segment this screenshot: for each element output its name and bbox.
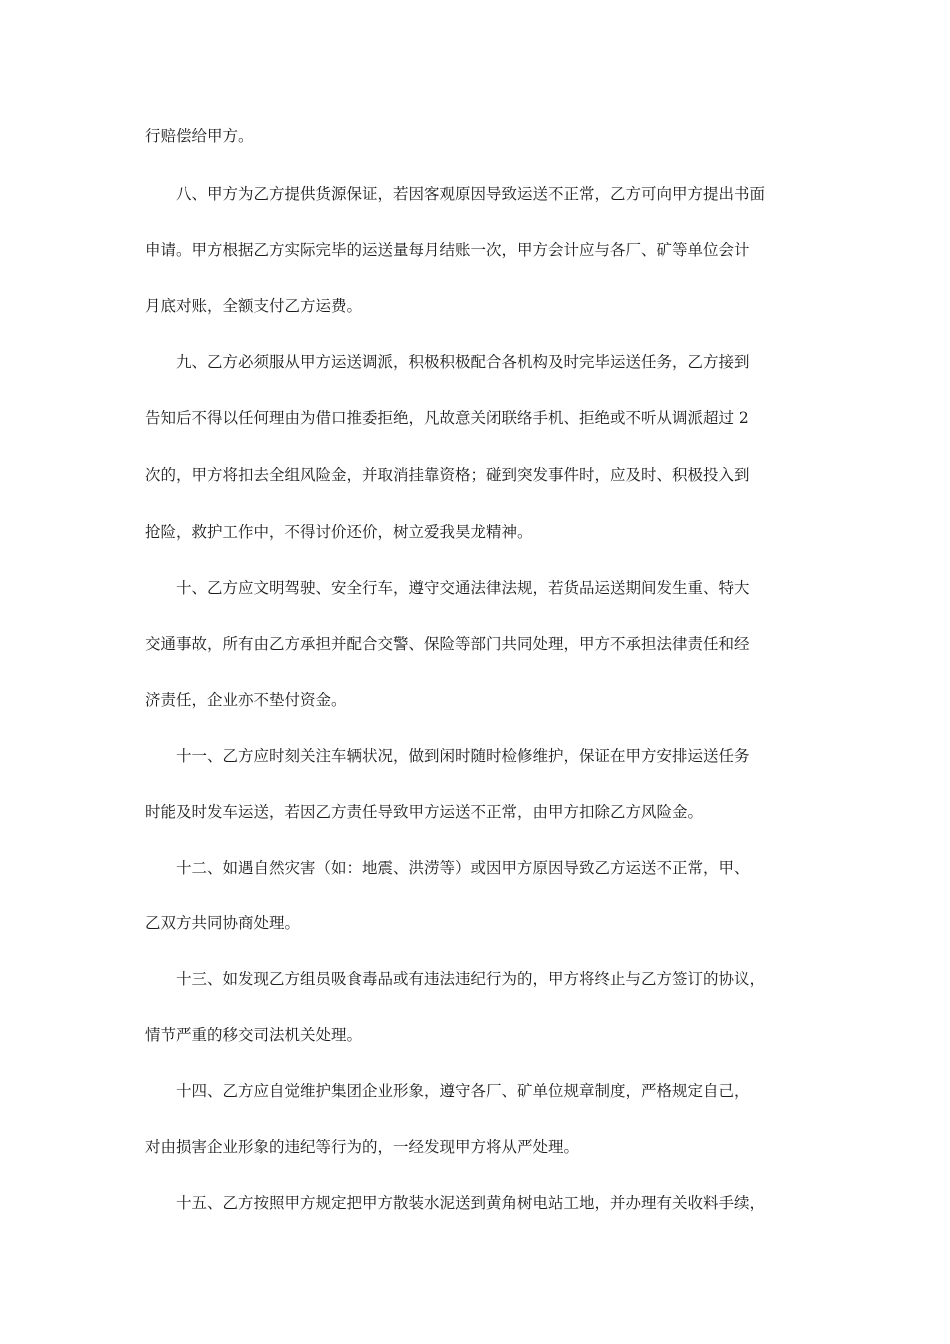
text-line-14: 十二、如遇自然灾害（如：地震、洪涝等）或因甲方原因导致乙方运送不正常，甲、 bbox=[176, 859, 750, 877]
text-line-10: 交通事故，所有由乙方承担并配合交警、保险等部门共同处理，甲方不承担法律责任和经 bbox=[145, 635, 750, 653]
text-line-19: 对由损害企业形象的违纪等行为的，一经发现甲方将从严处理。 bbox=[145, 1138, 580, 1156]
text-line-15: 乙双方共同协商处理。 bbox=[145, 914, 301, 932]
text-line-7: 次的，甲方将扣去全组风险金，并取消挂靠资格；碰到突发事件时，应及时、积极投入到 bbox=[145, 466, 750, 484]
text-line-6: 告知后不得以任何理由为借口推委拒绝，凡故意关闭联络手机、拒绝或不听从调派超过 2 bbox=[145, 409, 749, 427]
text-line-20: 十五、乙方按照甲方规定把甲方散装水泥送到黄角树电站工地，并办理有关收料手续， bbox=[176, 1194, 766, 1212]
text-line-17: 情节严重的移交司法机关处理。 bbox=[145, 1026, 363, 1044]
text-line-3: 申请。甲方根据乙方实际完毕的运送量每月结账一次，甲方会计应与各厂、矿等单位会计 bbox=[145, 241, 750, 259]
text-line-1: 行赔偿给甲方。 bbox=[145, 127, 254, 145]
text-line-8: 抢险，救护工作中，不得讨价还价，树立爱我昊龙精神。 bbox=[145, 523, 533, 541]
text-line-11: 济责任，企业亦不垫付资金。 bbox=[145, 691, 347, 709]
text-line-18: 十四、乙方应自觉维护集团企业形象，遵守各厂、矿单位规章制度，严格规定自己， bbox=[176, 1082, 750, 1100]
text-line-13: 时能及时发车运送，若因乙方责任导致甲方运送不正常，由甲方扣除乙方风险金。 bbox=[145, 803, 704, 821]
text-line-9: 十、乙方应文明驾驶、安全行车，遵守交通法律法规，若货品运送期间发生重、特大 bbox=[176, 579, 750, 597]
text-line-12: 十一、乙方应时刻关注车辆状况，做到闲时随时检修维护，保证在甲方安排运送任务 bbox=[176, 747, 750, 765]
text-line-2: 八、甲方为乙方提供货源保证，若因客观原因导致运送不正常，乙方可向甲方提出书面 bbox=[176, 185, 766, 203]
text-line-5: 九、乙方必须服从甲方运送调派，积极积极配合各机构及时完毕运送任务，乙方接到 bbox=[176, 353, 750, 371]
text-line-16: 十三、如发现乙方组员吸食毒品或有违法违纪行为的，甲方将终止与乙方签订的协议， bbox=[176, 970, 766, 988]
text-line-4: 月底对账，全额支付乙方运费。 bbox=[145, 297, 363, 315]
